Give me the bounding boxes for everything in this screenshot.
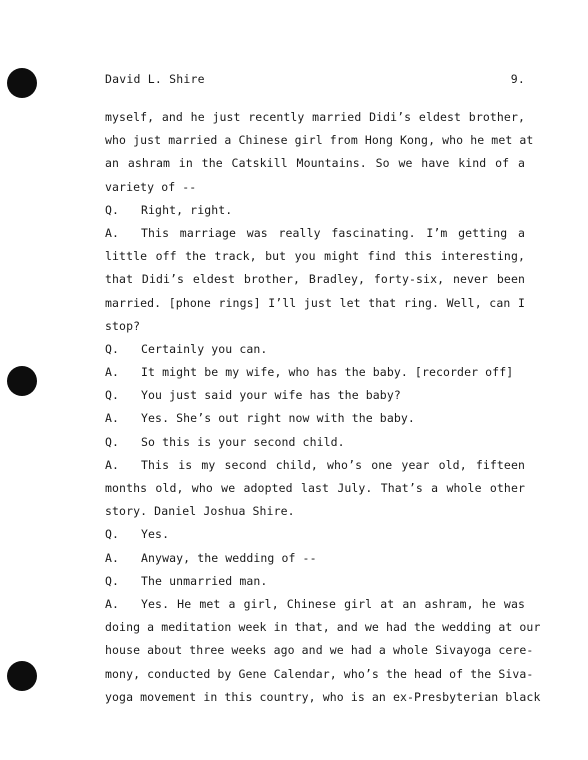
speaker-label: A.	[105, 457, 120, 472]
binder-hole-bottom	[7, 661, 37, 691]
line-text: Right, right.	[141, 202, 233, 217]
speaker-label: A.	[105, 550, 120, 565]
line-text: It might be my wife, who has the baby. [recorder off]	[141, 365, 514, 380]
transcript-line	[105, 176, 525, 199]
transcript-line	[105, 454, 525, 477]
transcript-line	[105, 686, 541, 709]
line-text: variety of --	[105, 179, 197, 194]
page-number: 9.	[510, 72, 525, 86]
line-text: stop?	[105, 318, 141, 333]
transcript-line	[105, 245, 525, 268]
line-text: So this is your second child.	[141, 434, 345, 449]
transcript-line	[105, 106, 525, 129]
line-text: that Didi’s eldest brother, Bradley, forty-six, never been	[105, 272, 525, 287]
line-text: story. Daniel Joshua Shire.	[105, 504, 295, 519]
transcript-line	[105, 500, 525, 523]
speaker-label: Q.	[105, 573, 120, 588]
speaker-label: Q.	[105, 341, 120, 356]
transcript-line	[105, 384, 525, 407]
line-text: The unmarried man.	[141, 573, 268, 588]
transcript-line	[105, 523, 525, 546]
transcript-line	[105, 547, 525, 570]
line-text: who just married a Chinese girl from Hong Kong, who he met at	[105, 133, 534, 148]
transcript-line	[105, 663, 534, 686]
binder-hole-middle	[7, 366, 37, 396]
transcript-line	[105, 431, 525, 454]
line-text: doing a meditation week in that, and we had the wedding at our	[105, 620, 541, 635]
speaker-label: Q.	[105, 388, 120, 403]
line-text: yoga movement in this country, who is an ex-Presbyterian black	[105, 689, 541, 704]
transcript-line	[105, 129, 534, 152]
line-text: months old, who we adopted last July. That’s a whole other	[105, 481, 525, 495]
transcript-line	[105, 152, 525, 175]
transcript-line	[105, 616, 541, 639]
speaker-label: A.	[105, 411, 120, 426]
line-text: Yes. He met a girl, Chinese girl at an ashram, he was	[141, 596, 525, 611]
line-text: myself, and he just recently married Didi’s eldest brother,	[105, 110, 525, 124]
transcript-line	[105, 361, 525, 384]
transcript-line	[105, 639, 534, 662]
interviewee-name: David L. Shire	[105, 72, 205, 86]
line-text: little off the track, but you might find this interesting,	[105, 249, 525, 264]
line-text: You just said your wife has the baby?	[141, 388, 401, 403]
speaker-label: A.	[105, 225, 120, 240]
speaker-label: A.	[105, 365, 120, 380]
line-text: Anyway, the wedding of --	[141, 550, 317, 565]
transcript-line	[105, 477, 525, 500]
page-header	[105, 72, 525, 90]
line-text: Certainly you can.	[141, 341, 268, 356]
transcript-line	[105, 315, 525, 338]
speaker-label: A.	[105, 596, 120, 611]
transcript-line	[105, 570, 525, 593]
line-text: Yes. She’s out right now with the baby.	[141, 411, 415, 426]
transcript-line	[105, 222, 525, 245]
transcript-line	[105, 593, 525, 616]
transcript-line	[105, 268, 525, 291]
speaker-label: Q.	[105, 434, 120, 449]
line-text: mony, conducted by Gene Calendar, who’s the head of the Siva-	[105, 666, 534, 681]
line-text: Yes.	[141, 527, 170, 542]
transcript-line	[105, 292, 525, 315]
transcript-body	[105, 106, 541, 709]
line-text: This marriage was really fascinating. I’m getting a	[141, 225, 525, 240]
line-text: house about three weeks ago and we had a whole Sivayoga cere-	[105, 643, 534, 658]
transcript-line	[105, 407, 525, 430]
binder-hole-top	[7, 68, 37, 98]
transcript-line	[105, 338, 525, 361]
line-text: an ashram in the Catskill Mountains. So we have kind of a	[105, 156, 525, 171]
transcript-line	[105, 199, 525, 222]
line-text: This is my second child, who’s one year old, fifteen	[141, 457, 525, 472]
speaker-label: Q.	[105, 527, 120, 542]
speaker-label: Q.	[105, 202, 120, 217]
line-text: married. [phone rings] I’ll just let that ring. Well, can I	[105, 295, 525, 310]
